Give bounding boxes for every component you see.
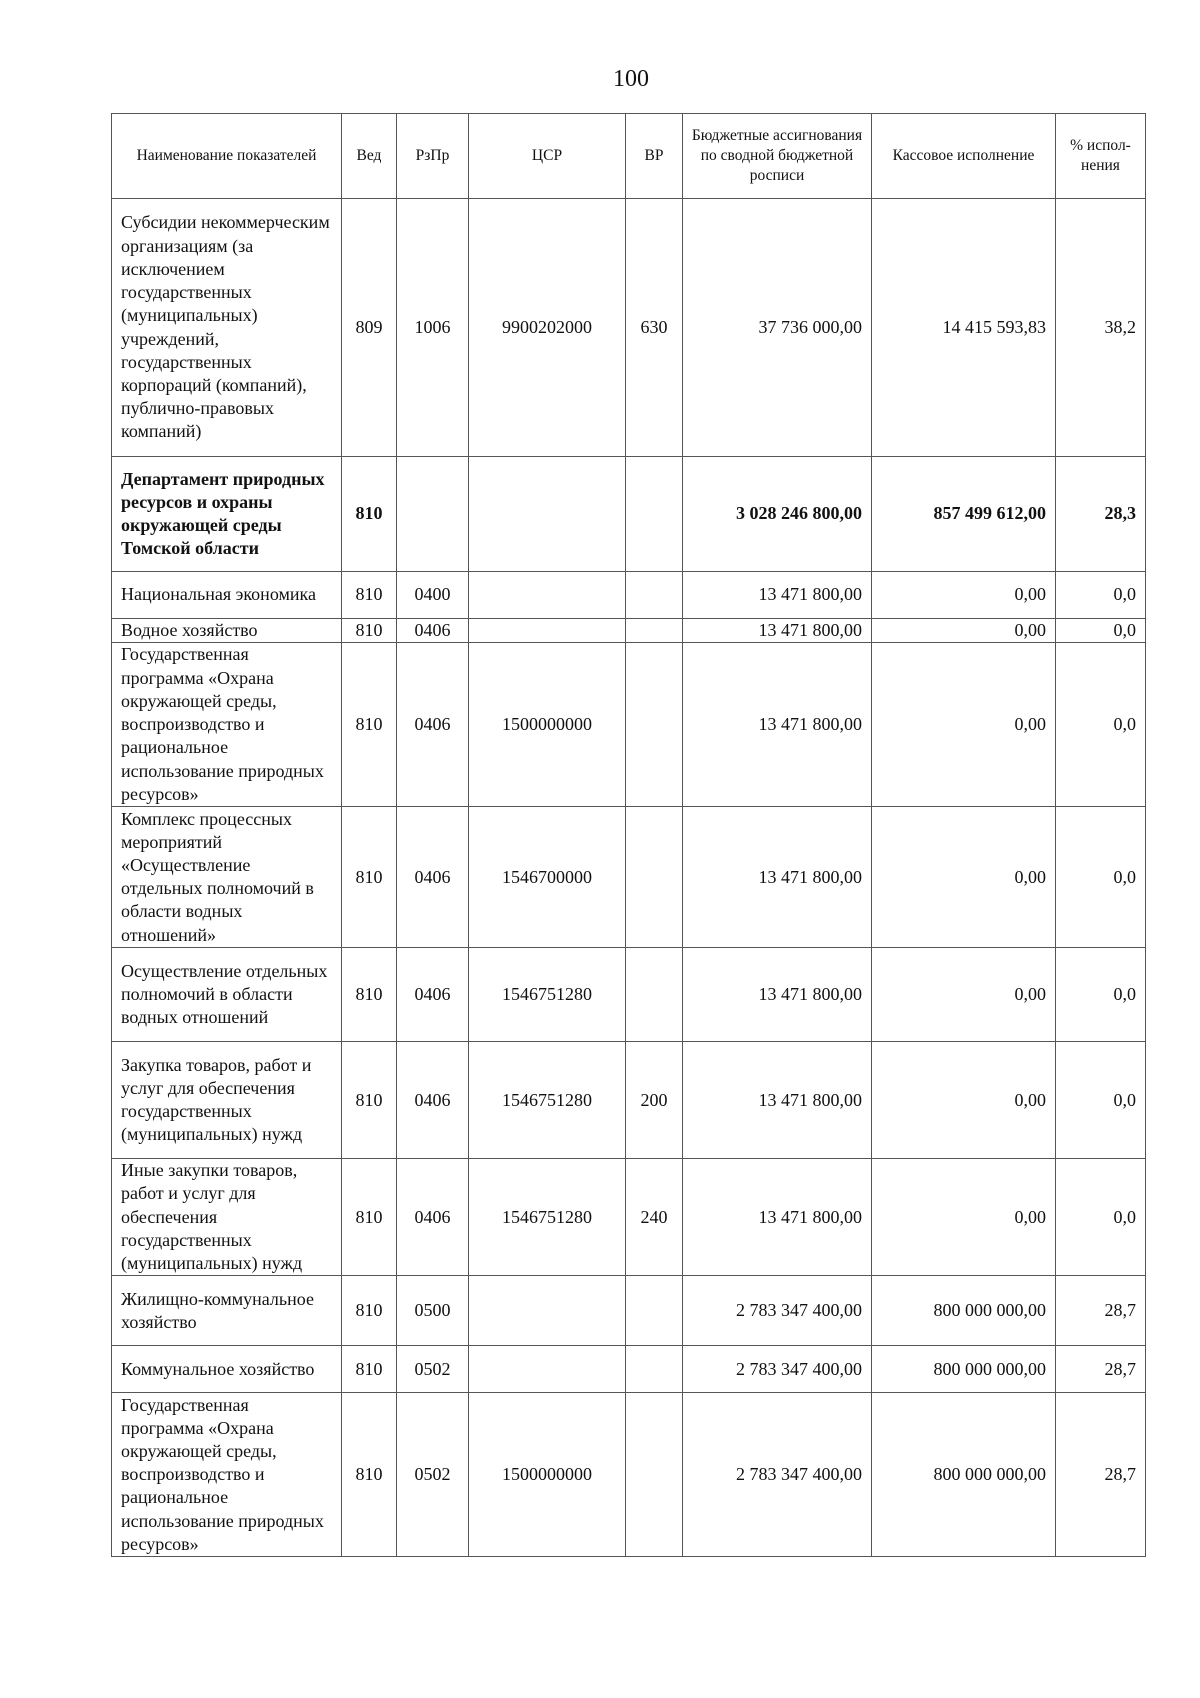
table-cell-percent: 0,0: [1056, 1042, 1146, 1159]
table-cell-assignment: 13 471 800,00: [683, 572, 872, 619]
table-cell-percent: 28,7: [1056, 1276, 1146, 1346]
table-cell-cash: 800 000 000,00: [872, 1276, 1056, 1346]
table-cell-assignment: 13 471 800,00: [683, 1159, 872, 1276]
table-cell-rzpr: 0406: [397, 1042, 469, 1159]
header-assignments: Бюджетные ассигнования по сводной бюджетной росписи: [683, 114, 872, 199]
table-cell-cash: 800 000 000,00: [872, 1393, 1056, 1557]
header-percent: % испол-нения: [1056, 114, 1146, 199]
table-cell-assignment: 37 736 000,00: [683, 199, 872, 457]
table-cell-ved: 810: [342, 948, 397, 1042]
table-cell-name: Государственная программа «Охрана окружающей среды, воспроизводство и рациональное использование природных ресурсов»: [112, 643, 342, 807]
table-row: [112, 199, 1146, 457]
header-vr: ВР: [626, 114, 683, 199]
table-cell-ved: 809: [342, 199, 397, 457]
table-cell-name: Государственная программа «Охрана окружающей среды, воспроизводство и рациональное использование природных ресурсов»: [112, 1393, 342, 1557]
table-row: [112, 1042, 1146, 1159]
table-cell-csr: [469, 619, 626, 643]
table-cell-csr: 1546751280: [469, 1042, 626, 1159]
table-cell-name: Закупка товаров, работ и услуг для обеспечения государственных (муниципальных) нужд: [112, 1042, 342, 1159]
budget-table: [111, 113, 1146, 1557]
table-cell-ved: 810: [342, 807, 397, 948]
table-cell-cash: 0,00: [872, 1042, 1056, 1159]
table-cell-vr: [626, 1393, 683, 1557]
table-cell-csr: [469, 457, 626, 572]
table-row: [112, 572, 1146, 619]
table-cell-vr: [626, 1276, 683, 1346]
table-cell-cash: 14 415 593,83: [872, 199, 1056, 457]
table-cell-percent: 0,0: [1056, 1159, 1146, 1276]
table-row: [112, 1276, 1146, 1346]
table-cell-ved: 810: [342, 1159, 397, 1276]
table-cell-name: Коммунальное хозяйство: [112, 1346, 342, 1393]
table-cell-name: Субсидии некоммерческим организациям (за исключением государственных (муниципальных) учреждений, государственных корпораций (компаний), публично-правовых компаний): [112, 199, 342, 457]
table-cell-rzpr: 0406: [397, 807, 469, 948]
table-row: [112, 807, 1146, 948]
table-cell-name: Жилищно-коммунальное хозяйство: [112, 1276, 342, 1346]
table-cell-ved: 810: [342, 643, 397, 807]
table-cell-csr: 1546751280: [469, 948, 626, 1042]
table-cell-rzpr: 0502: [397, 1393, 469, 1557]
table-cell-rzpr: 1006: [397, 199, 469, 457]
table-cell-percent: 28,7: [1056, 1393, 1146, 1557]
table-cell-cash: 0,00: [872, 807, 1056, 948]
table-cell-percent: 0,0: [1056, 948, 1146, 1042]
table-cell-rzpr: 0406: [397, 619, 469, 643]
table-cell-cash: 0,00: [872, 1159, 1056, 1276]
table-cell-assignment: 13 471 800,00: [683, 948, 872, 1042]
table-cell-name: Национальная экономика: [112, 572, 342, 619]
table-row: [112, 619, 1146, 643]
table-cell-name: Осуществление отдельных полномочий в области водных отношений: [112, 948, 342, 1042]
table-cell-csr: 1500000000: [469, 1393, 626, 1557]
table-cell-assignment: 2 783 347 400,00: [683, 1276, 872, 1346]
table-cell-assignment: 13 471 800,00: [683, 619, 872, 643]
table-cell-rzpr: 0406: [397, 948, 469, 1042]
table-cell-rzpr: 0500: [397, 1276, 469, 1346]
header-ved: Вед: [342, 114, 397, 199]
table-cell-vr: [626, 948, 683, 1042]
table-cell-ved: 810: [342, 457, 397, 572]
table-row: [112, 948, 1146, 1042]
table-cell-cash: 0,00: [872, 619, 1056, 643]
table-cell-vr: [626, 643, 683, 807]
table-cell-ved: 810: [342, 1276, 397, 1346]
table-cell-csr: [469, 572, 626, 619]
table-cell-cash: 0,00: [872, 643, 1056, 807]
table-row: [112, 457, 1146, 572]
table-cell-assignment: 3 028 246 800,00: [683, 457, 872, 572]
table-cell-csr: 9900202000: [469, 199, 626, 457]
table-cell-csr: 1546700000: [469, 807, 626, 948]
table-cell-csr: [469, 1276, 626, 1346]
table-cell-rzpr: 0406: [397, 643, 469, 807]
table-row: [112, 1346, 1146, 1393]
table-cell-percent: 0,0: [1056, 807, 1146, 948]
table-cell-vr: 630: [626, 199, 683, 457]
table-cell-cash: 800 000 000,00: [872, 1346, 1056, 1393]
table-cell-cash: 857 499 612,00: [872, 457, 1056, 572]
table-cell-assignment: 2 783 347 400,00: [683, 1393, 872, 1557]
table-cell-name: Иные закупки товаров, работ и услуг для обеспечения государственных (муниципальных) нужд: [112, 1159, 342, 1276]
table-cell-ved: 810: [342, 1042, 397, 1159]
table-cell-assignment: 13 471 800,00: [683, 643, 872, 807]
table-cell-assignment: 13 471 800,00: [683, 1042, 872, 1159]
header-cash-execution: Кассовое исполнение: [872, 114, 1056, 199]
table-cell-name: Водное хозяйство: [112, 619, 342, 643]
table-row: [112, 643, 1146, 807]
table-cell-percent: 0,0: [1056, 572, 1146, 619]
header-name: Наименование показателей: [112, 114, 342, 199]
table-cell-rzpr: 0400: [397, 572, 469, 619]
table-cell-rzpr: 0502: [397, 1346, 469, 1393]
table-cell-percent: 0,0: [1056, 643, 1146, 807]
table-cell-vr: 240: [626, 1159, 683, 1276]
table-cell-cash: 0,00: [872, 948, 1056, 1042]
table-cell-vr: [626, 619, 683, 643]
table-cell-name: Комплекс процессных мероприятий «Осуществление отдельных полномочий в области водных отношений»: [112, 807, 342, 948]
table-cell-vr: [626, 1346, 683, 1393]
table-cell-ved: 810: [342, 1393, 397, 1557]
table-row: [112, 1393, 1146, 1557]
table-cell-vr: [626, 807, 683, 948]
table-cell-rzpr: 0406: [397, 1159, 469, 1276]
table-header-row: [112, 114, 1146, 199]
table-cell-rzpr: [397, 457, 469, 572]
table-cell-ved: 810: [342, 572, 397, 619]
table-cell-vr: 200: [626, 1042, 683, 1159]
table-cell-csr: [469, 1346, 626, 1393]
table-cell-percent: 38,2: [1056, 199, 1146, 457]
table-cell-name: Департамент природных ресурсов и охраны окружающей среды Томской области: [112, 457, 342, 572]
table-cell-percent: 28,3: [1056, 457, 1146, 572]
page-number: 100: [613, 66, 649, 92]
table-cell-percent: 0,0: [1056, 619, 1146, 643]
table-cell-csr: 1546751280: [469, 1159, 626, 1276]
table-cell-ved: 810: [342, 619, 397, 643]
table-row: [112, 1159, 1146, 1276]
table-cell-cash: 0,00: [872, 572, 1056, 619]
table-cell-vr: [626, 457, 683, 572]
table-cell-assignment: 2 783 347 400,00: [683, 1346, 872, 1393]
table-cell-csr: 1500000000: [469, 643, 626, 807]
header-csr: ЦСР: [469, 114, 626, 199]
table-cell-percent: 28,7: [1056, 1346, 1146, 1393]
table-cell-vr: [626, 572, 683, 619]
table-cell-assignment: 13 471 800,00: [683, 807, 872, 948]
header-rzpr: РзПр: [397, 114, 469, 199]
table-cell-ved: 810: [342, 1346, 397, 1393]
